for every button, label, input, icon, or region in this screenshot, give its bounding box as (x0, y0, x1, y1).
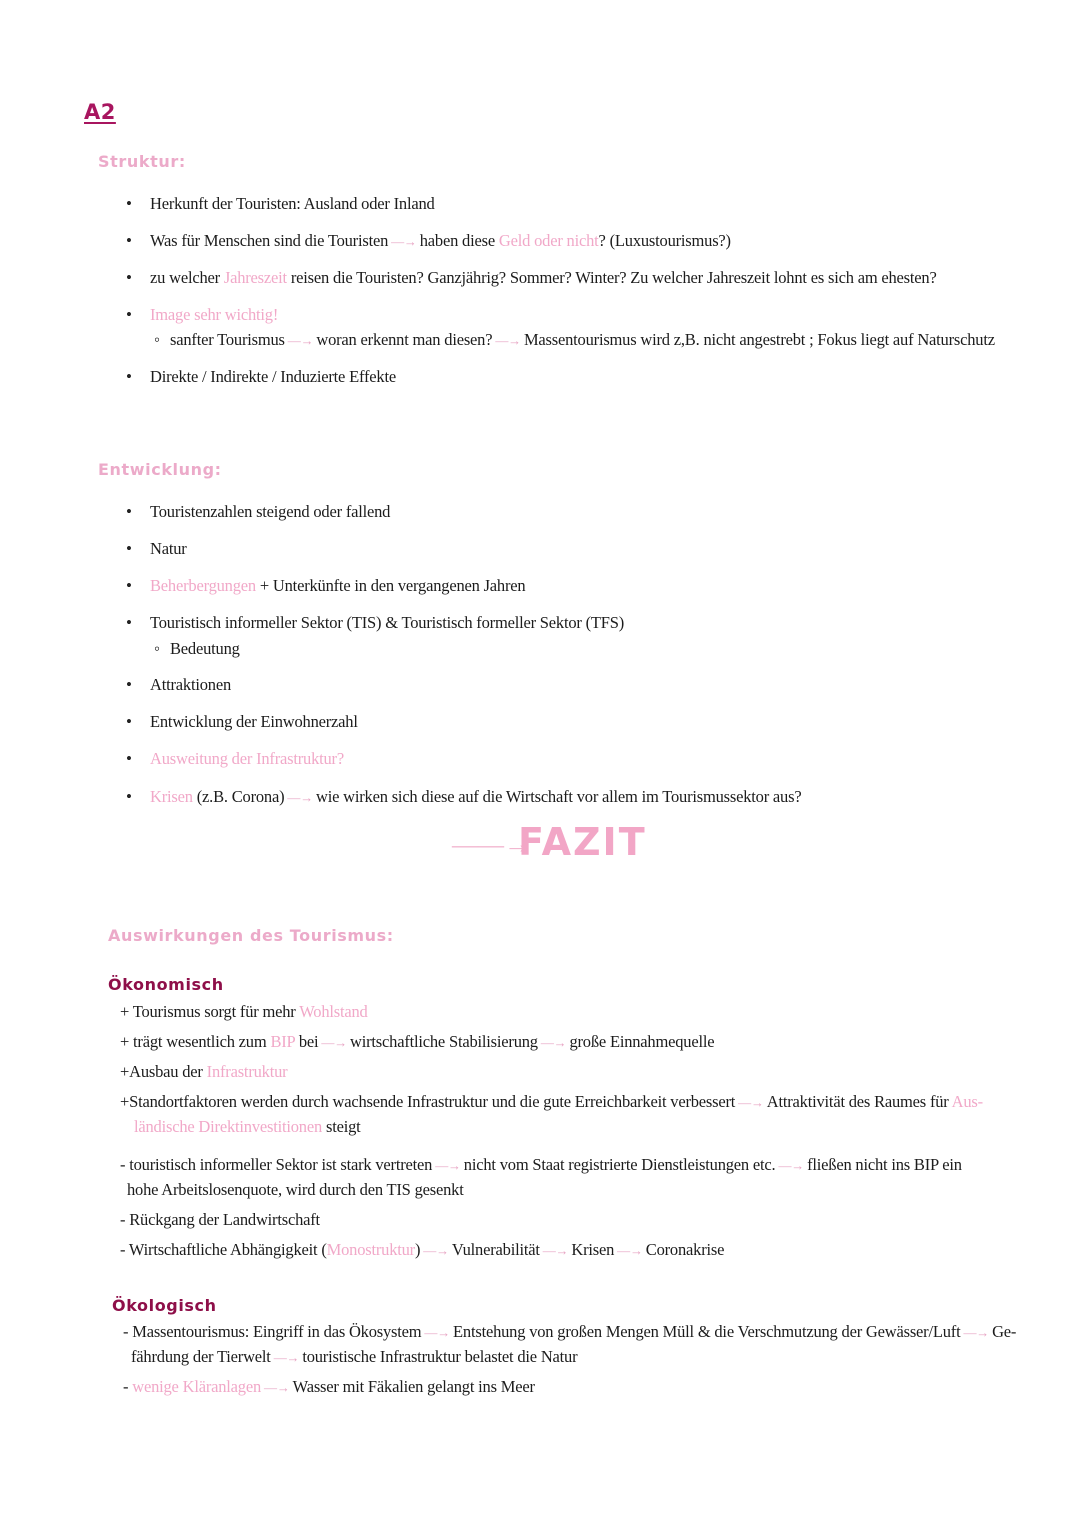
arrow-right-icon: —→ (542, 1243, 569, 1258)
bullet-icon (124, 230, 150, 252)
list-item: •Touristenzahlen steigend oder fallend (124, 501, 390, 523)
list-item: •Touristisch informeller Sektor (TIS) & Touristisch formeller Sektor (TFS) (124, 612, 624, 634)
bullet-icon (124, 786, 150, 808)
sub-list-item: ◦sanfter Tourismus —→ woran erkennt man diesen? —→ Massentourismus wird z,B. nicht angestrebt ; Fokus liegt auf Naturschutz (154, 329, 995, 352)
bullet-icon (124, 304, 150, 326)
arrow-right-icon: —→ (321, 1035, 348, 1050)
con-item-continuation: fährdung der Tierwelt —→ touristische Infrastruktur belastet die Natur (131, 1347, 578, 1366)
page-title: A2 (84, 100, 116, 124)
arrow-right-icon: —→ (495, 333, 521, 348)
list-item: •Natur (124, 538, 187, 560)
arrow-right-icon: —→ (738, 1095, 764, 1110)
circle-bullet-icon (154, 638, 170, 660)
arrow-right-icon: —→ (273, 1350, 300, 1365)
bullet-icon (124, 748, 150, 770)
list-item: •Direkte / Indirekte / Induzierte Effekte (124, 366, 396, 388)
arrow-right-icon: —→ (391, 234, 417, 249)
subsection-heading-oekologisch: Ökologisch (112, 1296, 217, 1315)
arrow-right-icon: —→ (287, 790, 314, 805)
arrow-right-icon: —→ (264, 1380, 290, 1395)
pro-item: + Tourismus sorgt für mehr Wohlstand (120, 1002, 368, 1021)
bullet-icon (124, 267, 150, 289)
con-item: - touristisch informeller Sektor ist stark vertreten —→ nicht vom Staat registrierte Dienstleistungen etc. —→ fließen nicht ins BIP ein (120, 1155, 962, 1174)
section-heading-entwicklung: Entwicklung: (98, 460, 222, 479)
arrow-right-icon: —→ (424, 1325, 451, 1340)
list-item: •Entwicklung der Einwohnerzahl (124, 711, 358, 733)
bullet-icon (124, 501, 150, 523)
list-item: •Herkunft der Touristen: Ausland oder Inland (124, 193, 435, 215)
arrow-right-icon: —→ (963, 1325, 990, 1340)
list-item: •Ausweitung der Infrastruktur? (124, 748, 344, 770)
bullet-icon (124, 538, 150, 560)
con-item: - Wirtschaftliche Abhängigkeit (Monostruktur) —→ Vulnerabilität —→ Krisen —→ Coronakrise (120, 1240, 725, 1259)
bullet-icon (124, 575, 150, 597)
arrow-right-icon: —→ (287, 333, 314, 348)
con-item: - Massentourismus: Eingriff in das Ökosystem —→ Entstehung von großen Mengen Müll & die Verschmutzung der Gewässer/Luft —→ Ge- (123, 1322, 1017, 1341)
arrow-right-icon: —→ (778, 1158, 805, 1173)
pro-item: +Standortfaktoren werden durch wachsende Infrastruktur und die gute Erreichbarkeit verbessert —→ Attraktivität des Raumes für Aus- (120, 1092, 983, 1111)
arrow-right-icon: —→ (423, 1243, 449, 1258)
con-item-continuation: hohe Arbeitslosenquote, wird durch den TIS gesenkt (127, 1180, 464, 1199)
bullet-icon (124, 674, 150, 696)
list-item: •Beherbergungen + Unterkünfte in den vergangenen Jahren (124, 575, 525, 597)
section-heading-struktur: Struktur: (98, 152, 186, 171)
fazit-label: FAZIT (518, 820, 647, 864)
arrow-right-icon: ——→ (452, 830, 530, 859)
subsection-heading-oekonomisch: Ökonomisch (108, 975, 224, 994)
bullet-icon (124, 366, 150, 388)
bullet-icon (124, 711, 150, 733)
list-item: •Was für Menschen sind die Touristen —→ haben diese Geld oder nicht? (Luxustourismus?) (124, 230, 731, 253)
arrow-right-icon: —→ (540, 1035, 567, 1050)
list-item: •zu welcher Jahreszeit reisen die Touristen? Ganzjährig? Sommer? Winter? Zu welcher Jahreszeit lohnt es sich am ehesten? (124, 267, 937, 289)
con-item: - wenige Kläranlagen —→ Wasser mit Fäkalien gelangt ins Meer (123, 1377, 535, 1396)
circle-bullet-icon (154, 329, 170, 351)
section-heading-auswirkungen: Auswirkungen des Tourismus: (108, 926, 394, 945)
pro-item-continuation: ländische Direktinvestitionen steigt (134, 1117, 361, 1136)
arrow-right-icon: —→ (435, 1158, 461, 1173)
sub-list-item: ◦Bedeutung (154, 638, 240, 660)
con-item: - Rückgang der Landwirtschaft (120, 1210, 320, 1229)
list-item: •Krisen (z.B. Corona) —→ wie wirken sich diese auf die Wirtschaft vor allem im Tourismussektor aus? (124, 786, 801, 809)
list-item: •Attraktionen (124, 674, 231, 696)
pro-item: + trägt wesentlich zum BIP bei —→ wirtschaftliche Stabilisierung —→ große Einnahmequelle (120, 1032, 715, 1051)
bullet-icon (124, 193, 150, 215)
arrow-right-icon: —→ (617, 1243, 643, 1258)
list-item: •Image sehr wichtig! (124, 304, 278, 326)
pro-item: +Ausbau der Infrastruktur (120, 1062, 288, 1081)
bullet-icon (124, 612, 150, 634)
